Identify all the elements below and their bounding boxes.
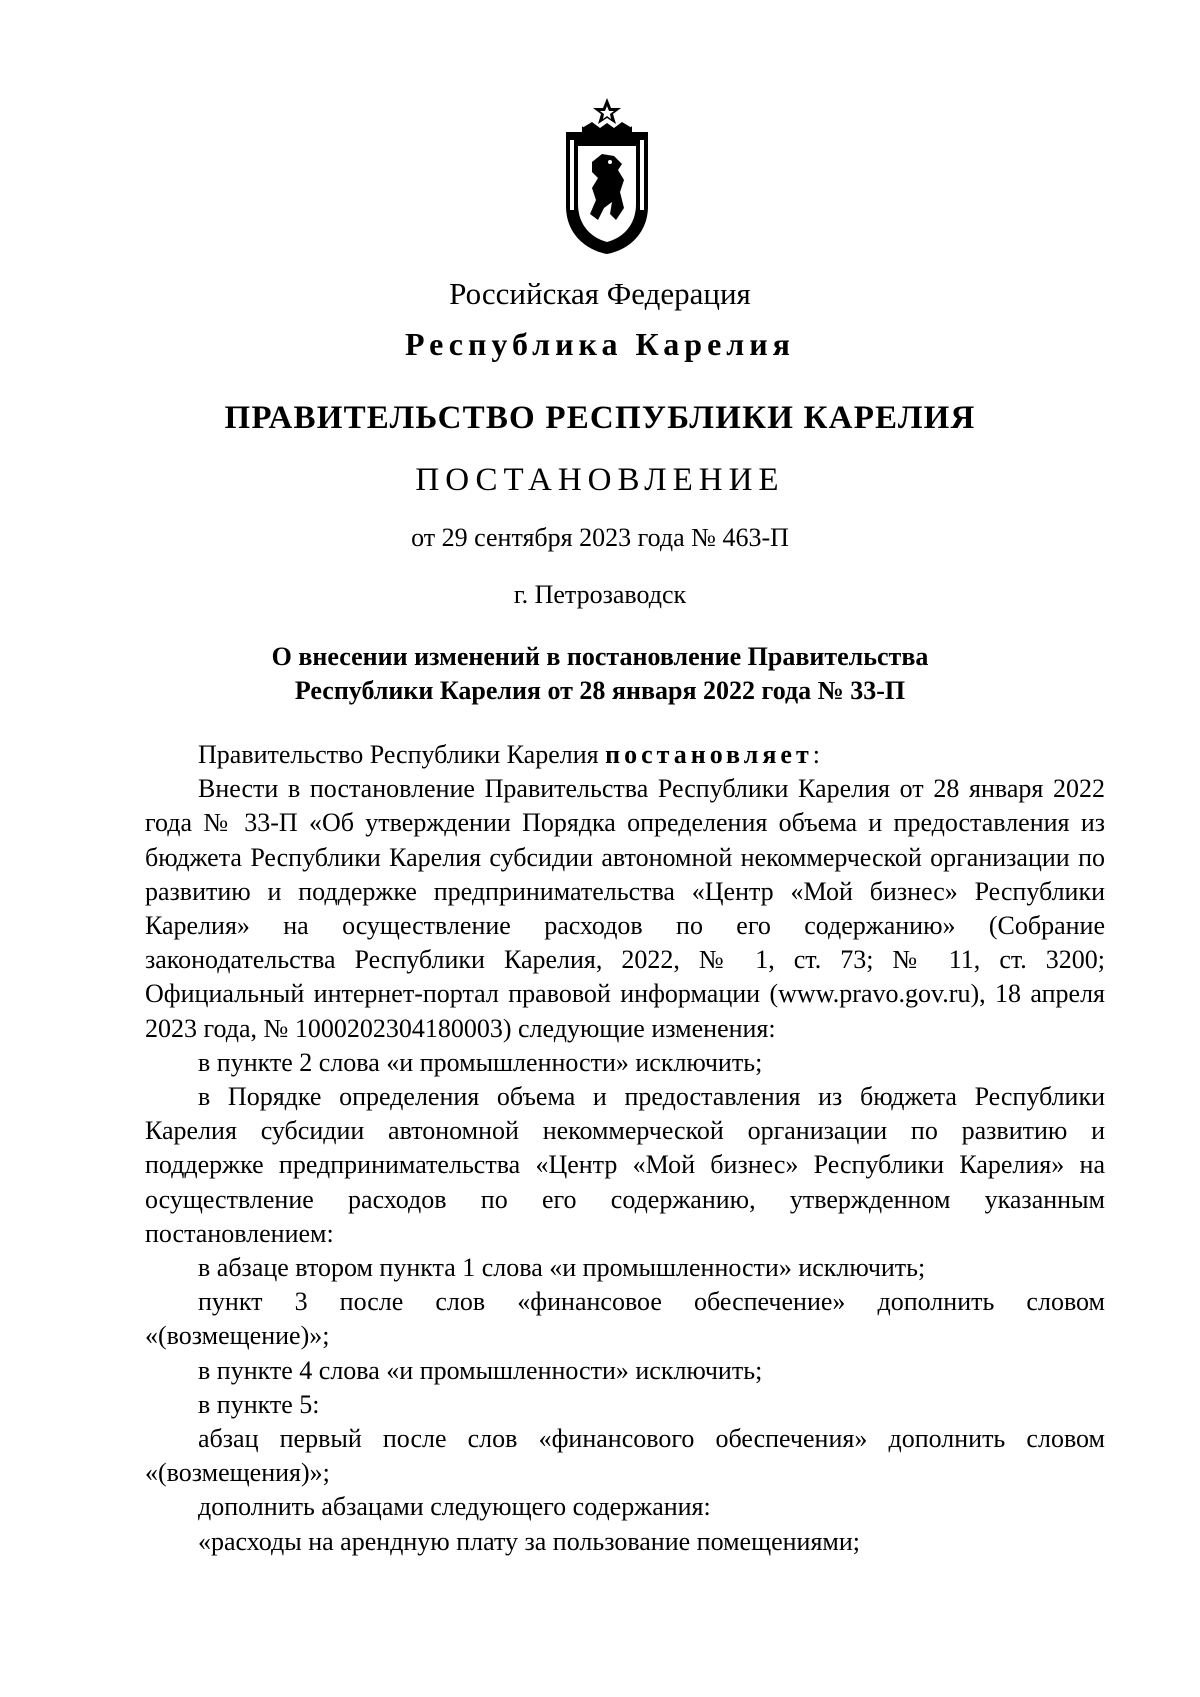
body-paragraph: дополнить абзацами следующего содержания: (198, 1492, 711, 1522)
body-paragraph: в пункте 4 слова «и промышленности» исключить; (198, 1355, 763, 1385)
document-city: г. Петрозаводск (513, 580, 687, 609)
document-body (145, 738, 1105, 1559)
body-paragraph: в абзаце втором пункта 1 слова «и промышленности» исключить; (198, 1253, 926, 1283)
body-paragraph: «расходы на арендную плату за пользование помещениями; (198, 1526, 861, 1556)
body-paragraph: пункт 3 после слов «финансовое обеспечение» дополнить словом «(возмещение)»; (145, 1287, 1105, 1351)
document-title-line-2: Республики Карелия от 28 января 2022 года № 33-П (294, 676, 906, 705)
body-paragraph: в пункте 5: (198, 1389, 320, 1419)
body-paragraph: Внести в постановление Правительства Республики Карелия от 28 января 2022 года № 33-П «Об утверждении Порядка определения объема и предоставления из бюджета Республики Карелия субсидии автономной некоммерческой организации по развитию и поддержке предпринимательства «Центр «Мой бизнес» Республики Карелия» на осуществление расходов по его содержанию» (Собрание законодательства Республики Карелия, 2022, № 1, ст. 73; № 11, ст. 3200; Официальный интернет-портал правовой информации (www.pravo.gov.ru), 18 апреля 2023 года, № 1000202304180003) следующие изменения: (145, 774, 1105, 1043)
body-paragraph: в пункте 2 слова «и промышленности» исключить; (198, 1047, 763, 1077)
body-paragraph: в Порядке определения объема и предоставления из бюджета Республики Карелия субсидии автономной некоммерческой организации по развитию и поддержке предпринимательства «Центр «Мой бизнес» Республики Карелия» на осуществление расходов по его содержанию, утвержденном указанным постановлением: (145, 1082, 1105, 1248)
country-name: Российская Федерация (449, 276, 751, 311)
body-paragraph: абзац первый после слов «финансового обеспечения» дополнить словом «(возмещения)»; (145, 1424, 1105, 1488)
karelia-coat-of-arms-icon (552, 96, 662, 256)
document-date-number: от 29 сентября 2023 года № 463-П (411, 523, 789, 552)
government-name: ПРАВИТЕЛЬСТВО РЕСПУБЛИКИ КАРЕЛИЯ (224, 400, 976, 436)
intro-paragraph: Правительство Республики Карелия постановляет: (198, 740, 820, 769)
resolution-verb: постановляет (605, 740, 813, 769)
republic-name: Республика Карелия (405, 326, 795, 362)
document-title-line-1: О внесении изменений в постановление Правительства (271, 642, 929, 671)
document-type: ПОСТАНОВЛЕНИЕ (415, 462, 785, 498)
